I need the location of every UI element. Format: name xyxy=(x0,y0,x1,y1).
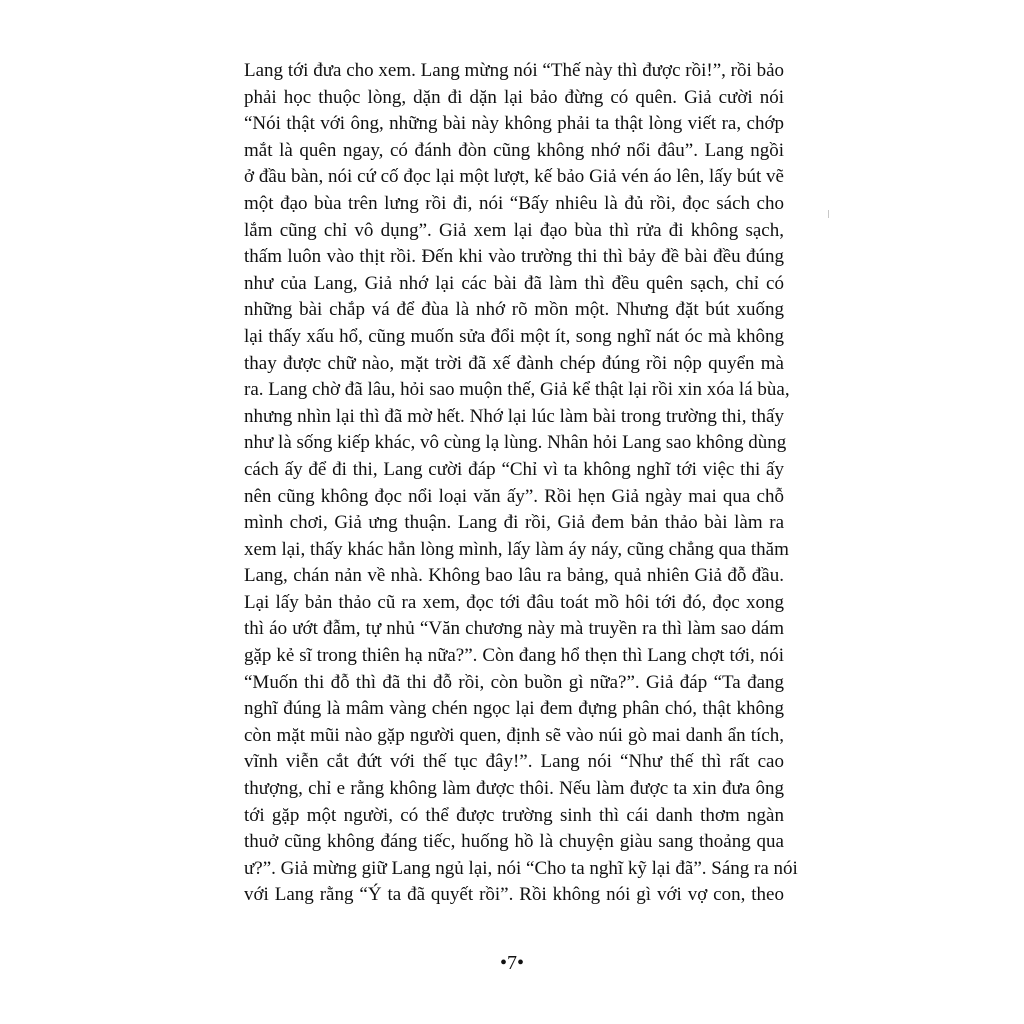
text-line: mắt là quên ngay, có đánh đòn cũng không nhớ nổi đâu”. Lang ngồi xyxy=(244,139,784,161)
text-line: ư?”. Giả mừng giữ Lang ngủ lại, nói “Cho ta nghĩ kỹ lại đã”. Sáng ra nói xyxy=(244,857,798,879)
body-text xyxy=(244,58,798,909)
text-line: ra. Lang chờ đã lâu, hỏi sao muộn thế, Giả kể thật lại rồi xin xóa lá bùa, xyxy=(244,379,790,401)
text-line: nghĩ đúng là mâm vàng chén ngọc lại đem đựng phân chó, thật không xyxy=(244,698,784,720)
text-line: xem lại, thấy khác hẳn lòng mình, lấy làm áy náy, cũng chẳng qua thăm xyxy=(244,538,789,560)
text-line: Lại lấy bản thảo cũ ra xem, đọc tới đâu toát mồ hôi tới đó, đọc xong xyxy=(244,591,784,613)
text-line: vĩnh viễn cắt đứt với thế tục đây!”. Lang nói “Như thế thì rất cao xyxy=(244,751,784,773)
text-line: Lang tới đưa cho xem. Lang mừng nói “Thế này thì được rồi!”, rồi bảo xyxy=(244,60,784,81)
text-line: nên cũng không đọc nổi loại văn ấy”. Rồi hẹn Giả ngày mai qua chỗ xyxy=(244,485,784,507)
text-line: những bài chắp vá để đùa là nhớ rõ mồn một. Nhưng đặt bút xuống xyxy=(244,299,784,321)
text-line: như là sống kiếp khác, vô cùng lạ lùng. Nhân hỏi Lang sao không dùng xyxy=(244,432,787,454)
scan-mark xyxy=(828,210,829,218)
text-line: nhưng nhìn lại thì đã mờ hết. Nhớ lại lúc làm bài trong trường thi, thấy xyxy=(244,405,784,427)
text-line: cách ấy để đi thi, Lang cười đáp “Chỉ vì ta không nghĩ tới việc thi ấy xyxy=(244,458,784,480)
text-line: thượng, chỉ e rằng không làm được thôi. Nếu làm được ta xin đưa ông xyxy=(244,778,784,800)
text-line: còn mặt mũi nào gặp người quen, định sẽ vào núi gò mai danh ẩn tích, xyxy=(244,724,784,746)
text-line: thuở cũng không đáng tiếc, huống hồ là chuyện giàu sang thoảng qua xyxy=(244,831,784,853)
text-line: lắm cũng chỉ vô dụng”. Giả xem lại đạo bùa thì rửa đi không sạch, xyxy=(244,219,784,241)
text-line: tới gặp một người, có thể được trường sinh thì cái danh thơm ngàn xyxy=(244,804,784,826)
text-line: ở đầu bàn, nói cứ cố đọc lại một lượt, kế bảo Giả vén áo lên, lấy bút vẽ xyxy=(244,166,784,188)
text-line: “Nói thật với ông, những bài này không phải ta thật lòng viết ra, chớp xyxy=(244,113,784,135)
page-number: •7• xyxy=(499,952,524,974)
text-line: với Lang rằng “Ý ta đã quyết rồi”. Rồi không nói gì với vợ con, theo xyxy=(244,884,784,906)
text-line: gặp kẻ sĩ trong thiên hạ nữa?”. Còn đang hổ thẹn thì Lang chợt tới, nói xyxy=(244,645,784,667)
text-line: thấm luôn vào thịt rồi. Đến khi vào trường thi thì bảy đề bài đều đúng xyxy=(244,246,784,268)
text-line: Lang, chán nản về nhà. Không bao lâu ra bảng, quả nhiên Giả đỗ đầu. xyxy=(244,565,784,587)
text-line: mình chơi, Giả ưng thuận. Lang đi rồi, Giả đem bản thảo bài làm ra xyxy=(244,512,784,534)
text-line: phải học thuộc lòng, dặn đi dặn lại bảo đừng có quên. Giả cười nói xyxy=(244,86,784,108)
text-line: “Muốn thi đỗ thì đã thi đỗ rồi, còn buồn gì nữa?”. Giả đáp “Ta đang xyxy=(244,671,784,693)
text-line: thay được chữ nào, mặt trời đã xế đành chép đúng rồi nộp quyển mà xyxy=(244,352,784,374)
text-line: một đạo bùa trên lưng rồi đi, nói “Bấy nhiêu là đủ rồi, đọc sách cho xyxy=(244,192,784,214)
text-line: lại thấy xấu hổ, cũng muốn sửa đổi một ít, song nghĩ nát óc mà không xyxy=(244,325,784,347)
text-line: như của Lang, Giả nhớ lại các bài đã làm thì đều quên sạch, chỉ có xyxy=(244,272,784,294)
text-line: thì áo ướt đẫm, tự nhủ “Văn chương này mà truyền ra thì làm sao dám xyxy=(244,618,784,640)
